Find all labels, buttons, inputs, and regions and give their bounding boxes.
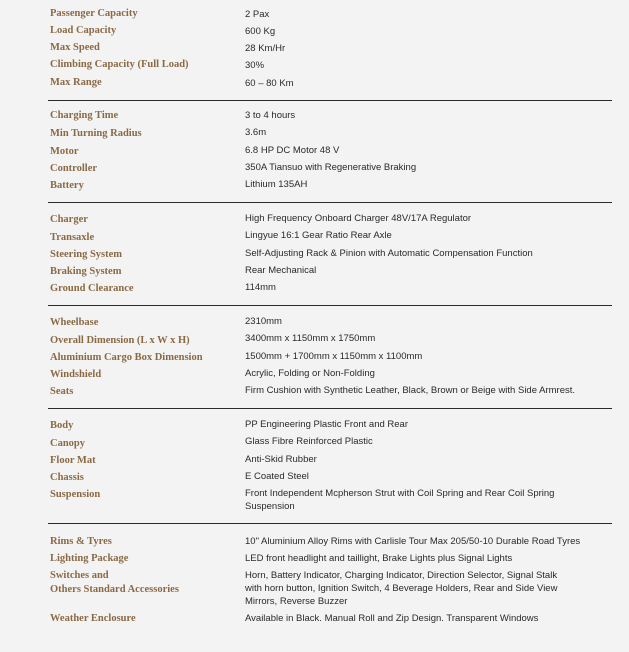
spec-label-weather-enclosure: Weather Enclosure	[50, 613, 136, 624]
spec-label-chassis: Chassis	[50, 472, 84, 483]
spec-label-switches-accessories: Switches and Others Standard Accessories	[50, 570, 179, 595]
spec-label-motor: Motor	[50, 146, 79, 157]
spec-label-wheelbase: Wheelbase	[50, 317, 99, 328]
spec-label-lighting-package: Lighting Package	[50, 553, 129, 564]
spec-value-canopy: Glass Fibre Reinforced Plastic	[245, 436, 373, 447]
spec-value-seats: Firm Cushion with Synthetic Leather, Black, Brown or Beige with Side Armrest.	[245, 385, 575, 396]
spec-label-windshield: Windshield	[50, 369, 102, 380]
spec-label-load-capacity: Load Capacity	[50, 25, 117, 36]
spec-value-min-turning-radius: 3.6m	[245, 127, 267, 138]
spec-label-max-speed: Max Speed	[50, 42, 100, 53]
spec-value-climbing-capacity: 30%	[245, 60, 265, 71]
spec-label-controller: Controller	[50, 163, 98, 174]
spec-value-body: PP Engineering Plastic Front and Rear	[245, 419, 408, 430]
spec-value-overall-dimension: 3400mm x 1150mm x 1750mm	[245, 333, 376, 344]
spec-value-transaxle: Lingyue 16:1 Gear Ratio Rear Axle	[245, 230, 392, 241]
spec-value-cargo-box-dimension: 1500mm + 1700mm x 1150mm x 1100mm	[245, 351, 423, 362]
spec-value-motor: 6.8 HP DC Motor 48 V	[245, 145, 340, 156]
spec-value-steering-system: Self-Adjusting Rack & Pinion with Automatic Compensation Function	[245, 248, 533, 259]
spec-label-overall-dimension: Overall Dimension (L x W x H)	[50, 335, 190, 346]
spec-value-wheelbase: 2310mm	[245, 316, 282, 327]
spec-label-body: Body	[50, 420, 74, 431]
section-divider	[48, 408, 612, 409]
section-divider	[48, 100, 612, 101]
section-divider	[48, 305, 612, 306]
spec-value-load-capacity: 600 Kg	[245, 26, 276, 37]
spec-value-charging-time: 3 to 4 hours	[245, 110, 296, 121]
spec-value-max-range: 60 – 80 Km	[245, 78, 294, 89]
section-divider	[48, 523, 612, 524]
spec-value-ground-clearance: 114mm	[245, 282, 276, 293]
spec-label-transaxle: Transaxle	[50, 232, 95, 243]
spec-label-battery: Battery	[50, 180, 84, 191]
spec-label-max-range: Max Range	[50, 77, 102, 88]
spec-value-suspension: Front Independent Mcpherson Strut with Coil Spring and Rear Coil Spring Suspension	[245, 488, 555, 512]
spec-value-max-speed: 28 Km/Hr	[245, 43, 286, 54]
spec-label-seats: Seats	[50, 386, 74, 397]
spec-value-passenger-capacity: 2 Pax	[245, 9, 270, 20]
spec-label-cargo-box-dimension: Aluminium Cargo Box Dimension	[50, 352, 203, 363]
spec-value-charger: High Frequency Onboard Charger 48V/17A Regulator	[245, 213, 472, 224]
spec-value-floor-mat: Anti-Skid Rubber	[245, 454, 317, 465]
spec-value-weather-enclosure: Available in Black. Manual Roll and Zip Design. Transparent Windows	[245, 613, 539, 624]
spec-label-floor-mat: Floor Mat	[50, 455, 96, 466]
spec-label-charger: Charger	[50, 214, 88, 225]
spec-value-braking-system: Rear Mechanical	[245, 265, 317, 276]
spec-value-controller: 350A Tiansuo with Regenerative Braking	[245, 162, 417, 173]
spec-value-switches-accessories: Horn, Battery Indicator, Charging Indicator, Direction Selector, Signal Stalk with horn button, Ignition Switch, 4 Beverage Holders, Rear and Side View Mirrors, Reverse Buzzer	[245, 570, 558, 607]
spec-label-suspension: Suspension	[50, 489, 101, 500]
spec-value-battery: Lithium 135AH	[245, 179, 308, 190]
spec-label-rims-tyres: Rims & Tyres	[50, 536, 112, 547]
spec-value-rims-tyres: 10" Aluminium Alloy Rims with Carlisle Tour Max 205/50-10 Durable Road Tyres	[245, 536, 581, 547]
spec-label-min-turning-radius: Min Turning Radius	[50, 128, 142, 139]
spec-label-charging-time: Charging Time	[50, 110, 119, 121]
spec-label-braking-system: Braking System	[50, 266, 122, 277]
spec-label-canopy: Canopy	[50, 438, 86, 449]
section-divider	[48, 202, 612, 203]
spec-value-windshield: Acrylic, Folding or Non-Folding	[245, 368, 375, 379]
spec-label-climbing-capacity: Climbing Capacity (Full Load)	[50, 59, 189, 70]
spec-label-ground-clearance: Ground Clearance	[50, 283, 134, 294]
spec-value-chassis: E Coated Steel	[245, 471, 309, 482]
spec-value-lighting-package: LED front headlight and taillight, Brake Lights plus Signal Lights	[245, 553, 513, 564]
spec-label-passenger-capacity: Passenger Capacity	[50, 8, 138, 19]
spec-label-steering-system: Steering System	[50, 249, 123, 260]
